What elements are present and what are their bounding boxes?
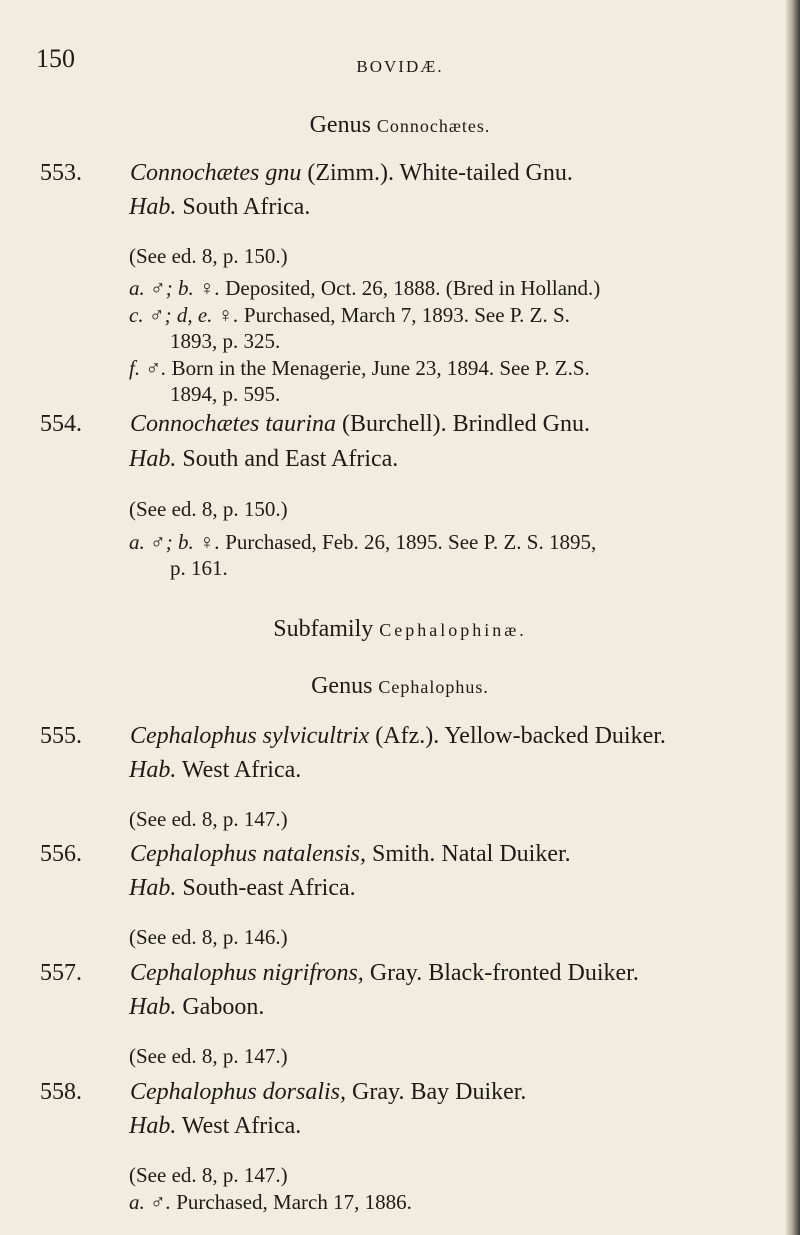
see-reference: (See ed. 8, p. 147.) (129, 1044, 288, 1068)
specimen-continuation: 1894, p. 595. (170, 382, 281, 406)
entry-title: 554. Connochætes taurina (Burchell). Brindled Gnu. (40, 411, 590, 437)
genus-heading-cephalophus: Genus Cephalophus. (311, 673, 489, 699)
habitat-line: Hab. West Africa. (129, 1113, 302, 1139)
specimen-continuation: p. 161. (170, 556, 228, 580)
specimen-line: a. ♂. Purchased, March 17, 1886. (129, 1190, 412, 1214)
see-reference: (See ed. 8, p. 150.) (129, 497, 288, 521)
subfamily-heading-cephalophinae: Subfamily Cephalophinæ. (273, 616, 527, 642)
entry-title: 553. Connochætes gnu (Zimm.). White-tailed Gnu. (40, 160, 573, 186)
see-reference: (See ed. 8, p. 150.) (129, 244, 288, 268)
specimen-continuation: 1893, p. 325. (170, 329, 281, 353)
specimen-line: f. ♂. Born in the Menagerie, June 23, 1894. See P. Z.S. (129, 356, 590, 380)
habitat-line: Hab. South and East Africa. (129, 446, 399, 472)
specimen-line: a. ♂; b. ♀. Purchased, Feb. 26, 1895. See P. Z. S. 1895, (129, 530, 597, 554)
habitat-line: Hab. South-east Africa. (129, 875, 356, 901)
habitat-line: Hab. Gaboon. (129, 994, 265, 1020)
see-reference: (See ed. 8, p. 146.) (129, 925, 288, 949)
specimen-line: c. ♂; d, e. ♀. Purchased, March 7, 1893. See P. Z. S. (129, 303, 570, 327)
see-reference: (See ed. 8, p. 147.) (129, 1163, 288, 1187)
habitat-line: Hab. West Africa. (129, 757, 302, 783)
habitat-line: Hab. South Africa. (129, 194, 311, 220)
running-title: BOVIDÆ. (356, 57, 444, 76)
specimen-line: a. ♂; b. ♀. Deposited, Oct. 26, 1888. (Bred in Holland.) (129, 276, 601, 300)
page-number: 150 (36, 44, 75, 73)
entry-title: 555. Cephalophus sylvicultrix (Afz.). Yellow-backed Duiker. (40, 723, 666, 749)
entry-title: 558. Cephalophus dorsalis, Gray. Bay Duiker. (40, 1079, 527, 1105)
entry-title: 556. Cephalophus natalensis, Smith. Natal Duiker. (40, 841, 571, 867)
see-reference: (See ed. 8, p. 147.) (129, 807, 288, 831)
genus-heading-connochaetes: Genus Connochætes. (309, 112, 491, 138)
entry-title: 557. Cephalophus nigrifrons, Gray. Black-fronted Duiker. (40, 960, 639, 986)
